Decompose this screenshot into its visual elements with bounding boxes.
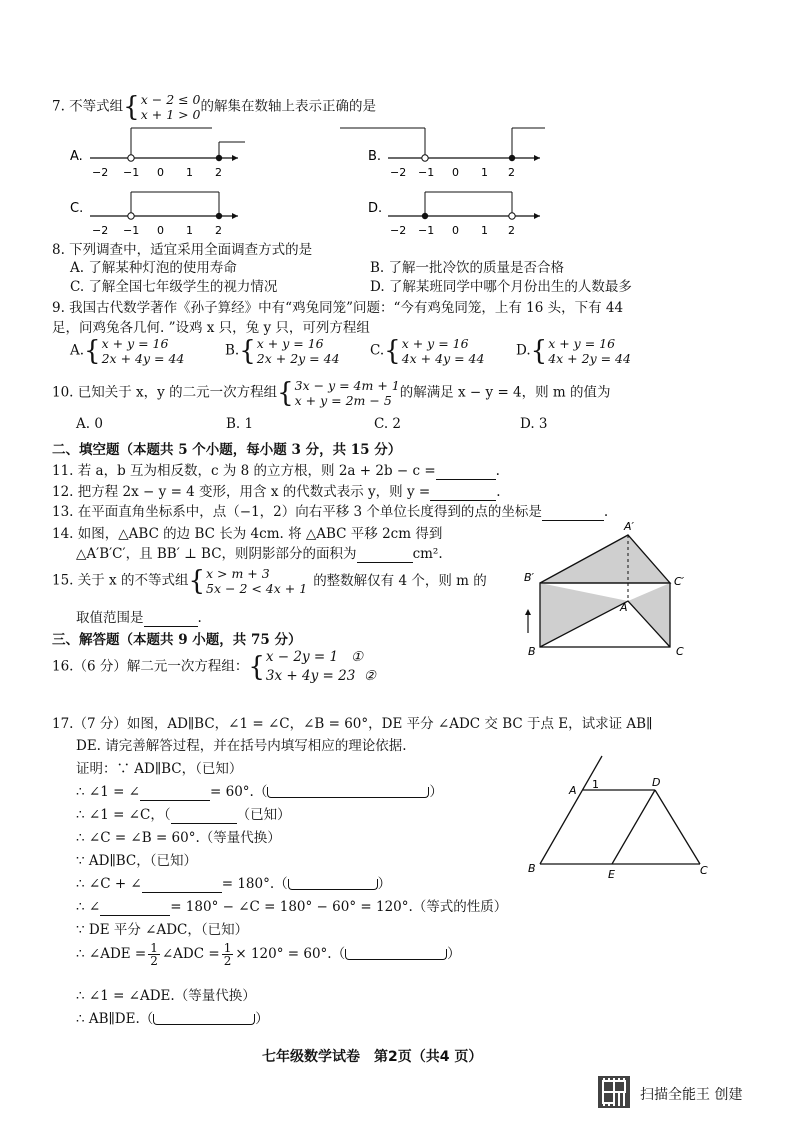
q10-option-c: C. 2: [374, 416, 402, 432]
q7-number-lines: [0, 120, 794, 240]
tick-C-1: 1: [186, 224, 193, 237]
q9-option-a: A. { x + y = 16 2x + 4y = 44: [70, 335, 185, 367]
q15-line2-text: 取值范围是: [76, 610, 144, 626]
q14-figure: [510, 515, 710, 660]
q8-option-a: A. 了解某种灯泡的使用寿命: [70, 260, 237, 276]
q10-prefix: 10. 已知关于 x，y 的二元一次方程组: [52, 384, 278, 401]
q15-ineq-1: x > m + 3: [206, 566, 270, 581]
q17-step-6: [76, 872, 391, 893]
tick-D-m1: −1: [418, 224, 435, 237]
q17-blank-angle-2[interactable]: [142, 876, 222, 893]
q10-eq-1: 3x − y = 4m + 1: [294, 378, 400, 393]
q13-end: .: [603, 504, 609, 520]
section-2-heading: 二、填空题（本题共 5 个小题，每小题 3 分，共 15 分）: [52, 442, 402, 458]
q17-figure: [520, 752, 720, 882]
q9-c-label: C.: [370, 342, 385, 359]
q9-option-b: B. { x + y = 16 2x + 2y = 44: [225, 335, 340, 367]
option-C-label: C.: [70, 201, 84, 216]
q16-stem: 16.（6 分）解二元一次方程组： { x − 2y = 1 ① 3x + 4y = 23 ②: [52, 649, 376, 684]
q15-ineq-2: 5x − 2 < 4x + 1: [206, 581, 308, 596]
q16-eq-2: [266, 667, 376, 686]
q17-step-11: [76, 1007, 269, 1027]
fig17-label-D: D: [652, 776, 661, 789]
q8-option-b: B. 了解一批冷饮的质量是否合格: [370, 260, 565, 276]
q17-close-5: ）: [255, 1011, 269, 1027]
numberline-D: [368, 192, 540, 237]
q9-line1: 9. 我国古代数学著作《孙子算经》中有“鸡兔同笼”问题：“今有鸡兔同笼，上有 16 头，下有 44: [52, 300, 624, 316]
numberline-C: [70, 192, 238, 237]
q16-eq-2-text: 3x + 4y = 23: [265, 668, 356, 684]
q7-ineq-1: x − 2 ≤ 0: [140, 92, 201, 107]
scanner-watermark: 扫描全能王 创建: [640, 1087, 743, 1103]
q10-stem: 10. 已知关于 x，y 的二元一次方程组 { 3x − y = 4m + 1 x + y = 2m − 5 的解满足 x − y = 4，则 m 的值为: [52, 377, 611, 409]
q17-half-1: [148, 942, 160, 967]
q17-blank-angle-1[interactable]: [140, 784, 210, 801]
q9-d-eq1: x + y = 16: [548, 336, 616, 351]
q17-step-9-b: ∠ADC =: [161, 946, 220, 962]
tick-C-m1: −1: [123, 224, 140, 237]
q9-b-label: B.: [225, 342, 240, 359]
tick-C-m2: −2: [92, 224, 109, 237]
q17-step-5: ∵ AD∥BC，（已知）: [76, 853, 197, 869]
q17-step-9-a: ∴ ∠ADE =: [76, 946, 147, 962]
numberline-B: [340, 128, 545, 179]
q17-step-7-b: = 180° − ∠C = 180° − 60° = 120°.（等式的性质）: [170, 899, 508, 915]
fig17-label-B: B: [528, 862, 536, 875]
q17-step-2: [76, 780, 443, 801]
q17-step-4: ∴ ∠C = ∠B = 60°.（等量代换）: [76, 830, 281, 846]
tick-D-m2: −2: [390, 224, 407, 237]
q14-line2: [76, 542, 443, 563]
half-1-den: 2: [150, 954, 158, 968]
tick-A-1: 1: [186, 166, 193, 179]
q17-close-1: ）: [429, 784, 443, 800]
fig17-label-E: E: [608, 868, 615, 881]
q9-option-c: C. { x + y = 16 4x + 4y = 44: [370, 335, 485, 367]
q12: [52, 480, 500, 501]
tick-B-0: 0: [452, 166, 459, 179]
tick-A-2: 2: [215, 166, 222, 179]
qr-code-icon: [598, 1076, 630, 1108]
fig17-label-A: A: [569, 784, 577, 797]
q14-line2-text: △A′B′C′，且 BB′ ⊥ BC，则阴影部分的面积为: [76, 546, 357, 562]
q17-step-8: ∵ DE 平分 ∠ADC，（已知）: [76, 922, 249, 938]
tick-A-m2: −2: [92, 166, 109, 179]
q15-answer-blank[interactable]: [144, 610, 198, 627]
q14-unit: cm².: [412, 546, 443, 562]
q9-a-eq2: 2x + 4y = 44: [101, 351, 185, 366]
label-B-prime: B′: [524, 571, 535, 584]
q17-step-3-a: ∴ ∠1 = ∠C，（: [76, 807, 171, 823]
q9-c-eq2: 4x + 4y = 44: [401, 351, 485, 366]
q17-step-3: [76, 803, 291, 824]
q16-eq-1: [266, 648, 376, 667]
q15-end: .: [197, 610, 202, 626]
q16-prefix: 16.（6 分）解二元一次方程组：: [52, 658, 249, 675]
q8-option-c: C. 了解全国七年级学生的视力情况: [70, 279, 278, 295]
tick-D-0: 0: [452, 224, 459, 237]
shaded-right: [628, 583, 670, 647]
q13-text: 13. 在平面直角坐标系中，点（−1，2）向右平移 3 个单位长度得到的点的坐标是: [52, 504, 542, 520]
half-2-den: 2: [223, 954, 232, 968]
q17-reason-blank-5[interactable]: [153, 1014, 255, 1025]
tick-B-m2: −2: [390, 166, 407, 179]
q17-reason-blank-4[interactable]: [345, 949, 447, 960]
q12-text: 12. 把方程 2x − y = 4 变形，用含 x 的代数式表示 y，则 y =: [52, 484, 431, 500]
q10-option-d: D. 3: [520, 416, 548, 432]
option-D-label: D.: [368, 201, 383, 216]
q9-d-eq2: 4x + 2y = 44: [548, 351, 631, 366]
q17-reason-blank-3[interactable]: [288, 879, 378, 890]
option-A-label: A.: [70, 149, 83, 164]
q9-a-eq1: x + y = 16: [101, 336, 169, 351]
q10-option-a: A. 0: [76, 416, 103, 432]
q11-end: .: [495, 463, 500, 479]
q9-line2: 足，问鸡兔各几何. ”设鸡 x 只，兔 y 只，可列方程组: [52, 320, 370, 336]
q16-eq-1-text: x − 2y = 1: [265, 649, 339, 665]
q17-step-9: [76, 942, 461, 967]
q17-close-3: ）: [377, 876, 392, 892]
tick-B-1: 1: [481, 166, 488, 179]
q9-b-eq2: 2x + 2y = 44: [256, 351, 340, 366]
tick-C-0: 0: [157, 224, 164, 237]
q17-step-7-a: ∴ ∠: [76, 899, 101, 915]
q8-stem: 8. 下列调查中，适宜采用全面调查方式的是: [52, 242, 313, 258]
q16-mark-2: ②: [363, 668, 376, 684]
q17-step-6-a: ∴ ∠C + ∠: [76, 876, 142, 892]
label-C-prime: C′: [674, 575, 685, 588]
q17-step-2-b: = 60°.（: [210, 784, 268, 800]
shaded-top-triangle: [540, 535, 670, 583]
q9-a-label: A.: [70, 342, 85, 359]
fig17-label-1: 1: [592, 778, 599, 791]
q17-step-7: [76, 895, 507, 916]
half-2-num: 1: [223, 941, 232, 955]
tick-D-2: 2: [508, 224, 515, 237]
half-1-num: 1: [150, 941, 158, 955]
q17-step-3-b: （已知）: [236, 807, 291, 823]
tick-B-m1: −1: [418, 166, 435, 179]
tick-B-2: 2: [508, 166, 515, 179]
q17-step-11-text: ∴ AB∥DE.（: [76, 1011, 154, 1027]
page-footer: 七年级数学试卷 第2页（共4 页）: [262, 1049, 483, 1065]
option-B-label: B.: [368, 149, 382, 164]
q7-stem: [52, 92, 376, 122]
label-C: C: [676, 645, 684, 658]
q15-suffix: 的整数解仅有 4 个，则 m 的: [313, 572, 487, 589]
q17-step-10: ∴ ∠1 = ∠ADE.（等量代换）: [76, 988, 256, 1004]
label-A-prime: A′: [624, 520, 635, 533]
q15-line2: [76, 606, 202, 627]
q8-option-d: D. 了解某班同学中哪个月份出生的人数最多: [370, 279, 632, 295]
q17-line2: DE. 请完善解答过程，并在括号内填写相应的理论依据.: [76, 738, 407, 754]
q7-system: { x − 2 ≤ 0 x + 1 > 0: [123, 91, 201, 123]
q9-option-d: D. { x + y = 16 4x + 2y = 44: [516, 335, 631, 367]
q9-d-label: D.: [516, 342, 531, 359]
section-3-heading: 三、解答题（本题共 9 小题，共 75 分）: [52, 632, 302, 648]
q17-step-9-c: × 120° = 60°.（: [235, 946, 346, 962]
q9-c-eq1: x + y = 16: [401, 336, 469, 351]
tick-A-0: 0: [157, 166, 164, 179]
q17-step-6-b: = 180°.（: [221, 876, 288, 892]
q17-step-1: 证明：∵ AD∥BC，（已知）: [76, 761, 243, 777]
q10-eq-2: x + y = 2m − 5: [294, 393, 392, 408]
q12-answer-blank[interactable]: [430, 484, 496, 501]
q17-step-2-a: ∴ ∠1 = ∠: [76, 784, 140, 800]
tick-A-m1: −1: [123, 166, 140, 179]
q15-stem: 15. 关于 x 的不等式组 { x > m + 3 5x − 2 < 4x + 1 的整数解仅有 4 个，则 m 的: [52, 565, 487, 597]
q11: [52, 459, 500, 480]
q17-half-2: [222, 942, 234, 967]
fig17-label-C: C: [700, 864, 708, 877]
q12-end: .: [496, 484, 501, 500]
q7-suffix: 的解集在数轴上表示正确的是: [200, 98, 377, 115]
q15-prefix: 15. 关于 x 的不等式组: [52, 572, 189, 589]
q17-reason-blank-1[interactable]: [267, 787, 429, 798]
q14-line1: 14. 如图，△ABC 的边 BC 长为 4cm. 将 △ABC 平移 2cm 得到: [52, 526, 443, 542]
q11-answer-blank[interactable]: [436, 463, 496, 480]
q7-ineq-2: x + 1 > 0: [140, 107, 201, 122]
label-B: B: [528, 645, 536, 658]
q17-line1: 17.（7 分）如图，AD∥BC，∠1 = ∠C，∠B = 60°，DE 平分 ∠ADC 交 BC 于点 E，试求证 AB∥: [52, 716, 653, 732]
q10-suffix: 的解满足 x − y = 4，则 m 的值为: [399, 384, 611, 401]
q10-option-b: B. 1: [226, 416, 254, 432]
q9-b-eq1: x + y = 16: [256, 336, 324, 351]
q14-answer-blank[interactable]: [357, 546, 413, 563]
q17-reason-blank-2[interactable]: [171, 807, 237, 824]
shaded-left: [540, 583, 628, 647]
q7-prefix: 7. 不等式组: [52, 98, 124, 115]
q11-text: 11. 若 a，b 互为相反数，c 为 8 的立方根，则 2a + 2b − c =: [52, 463, 436, 479]
q17-close-4: ）: [447, 946, 461, 962]
numberline-A: [70, 128, 245, 179]
label-A: A: [620, 601, 628, 614]
q17-blank-angle-3[interactable]: [100, 899, 170, 916]
tick-D-1: 1: [481, 224, 488, 237]
tick-C-2: 2: [215, 224, 222, 237]
q16-mark-1: ①: [351, 649, 364, 665]
